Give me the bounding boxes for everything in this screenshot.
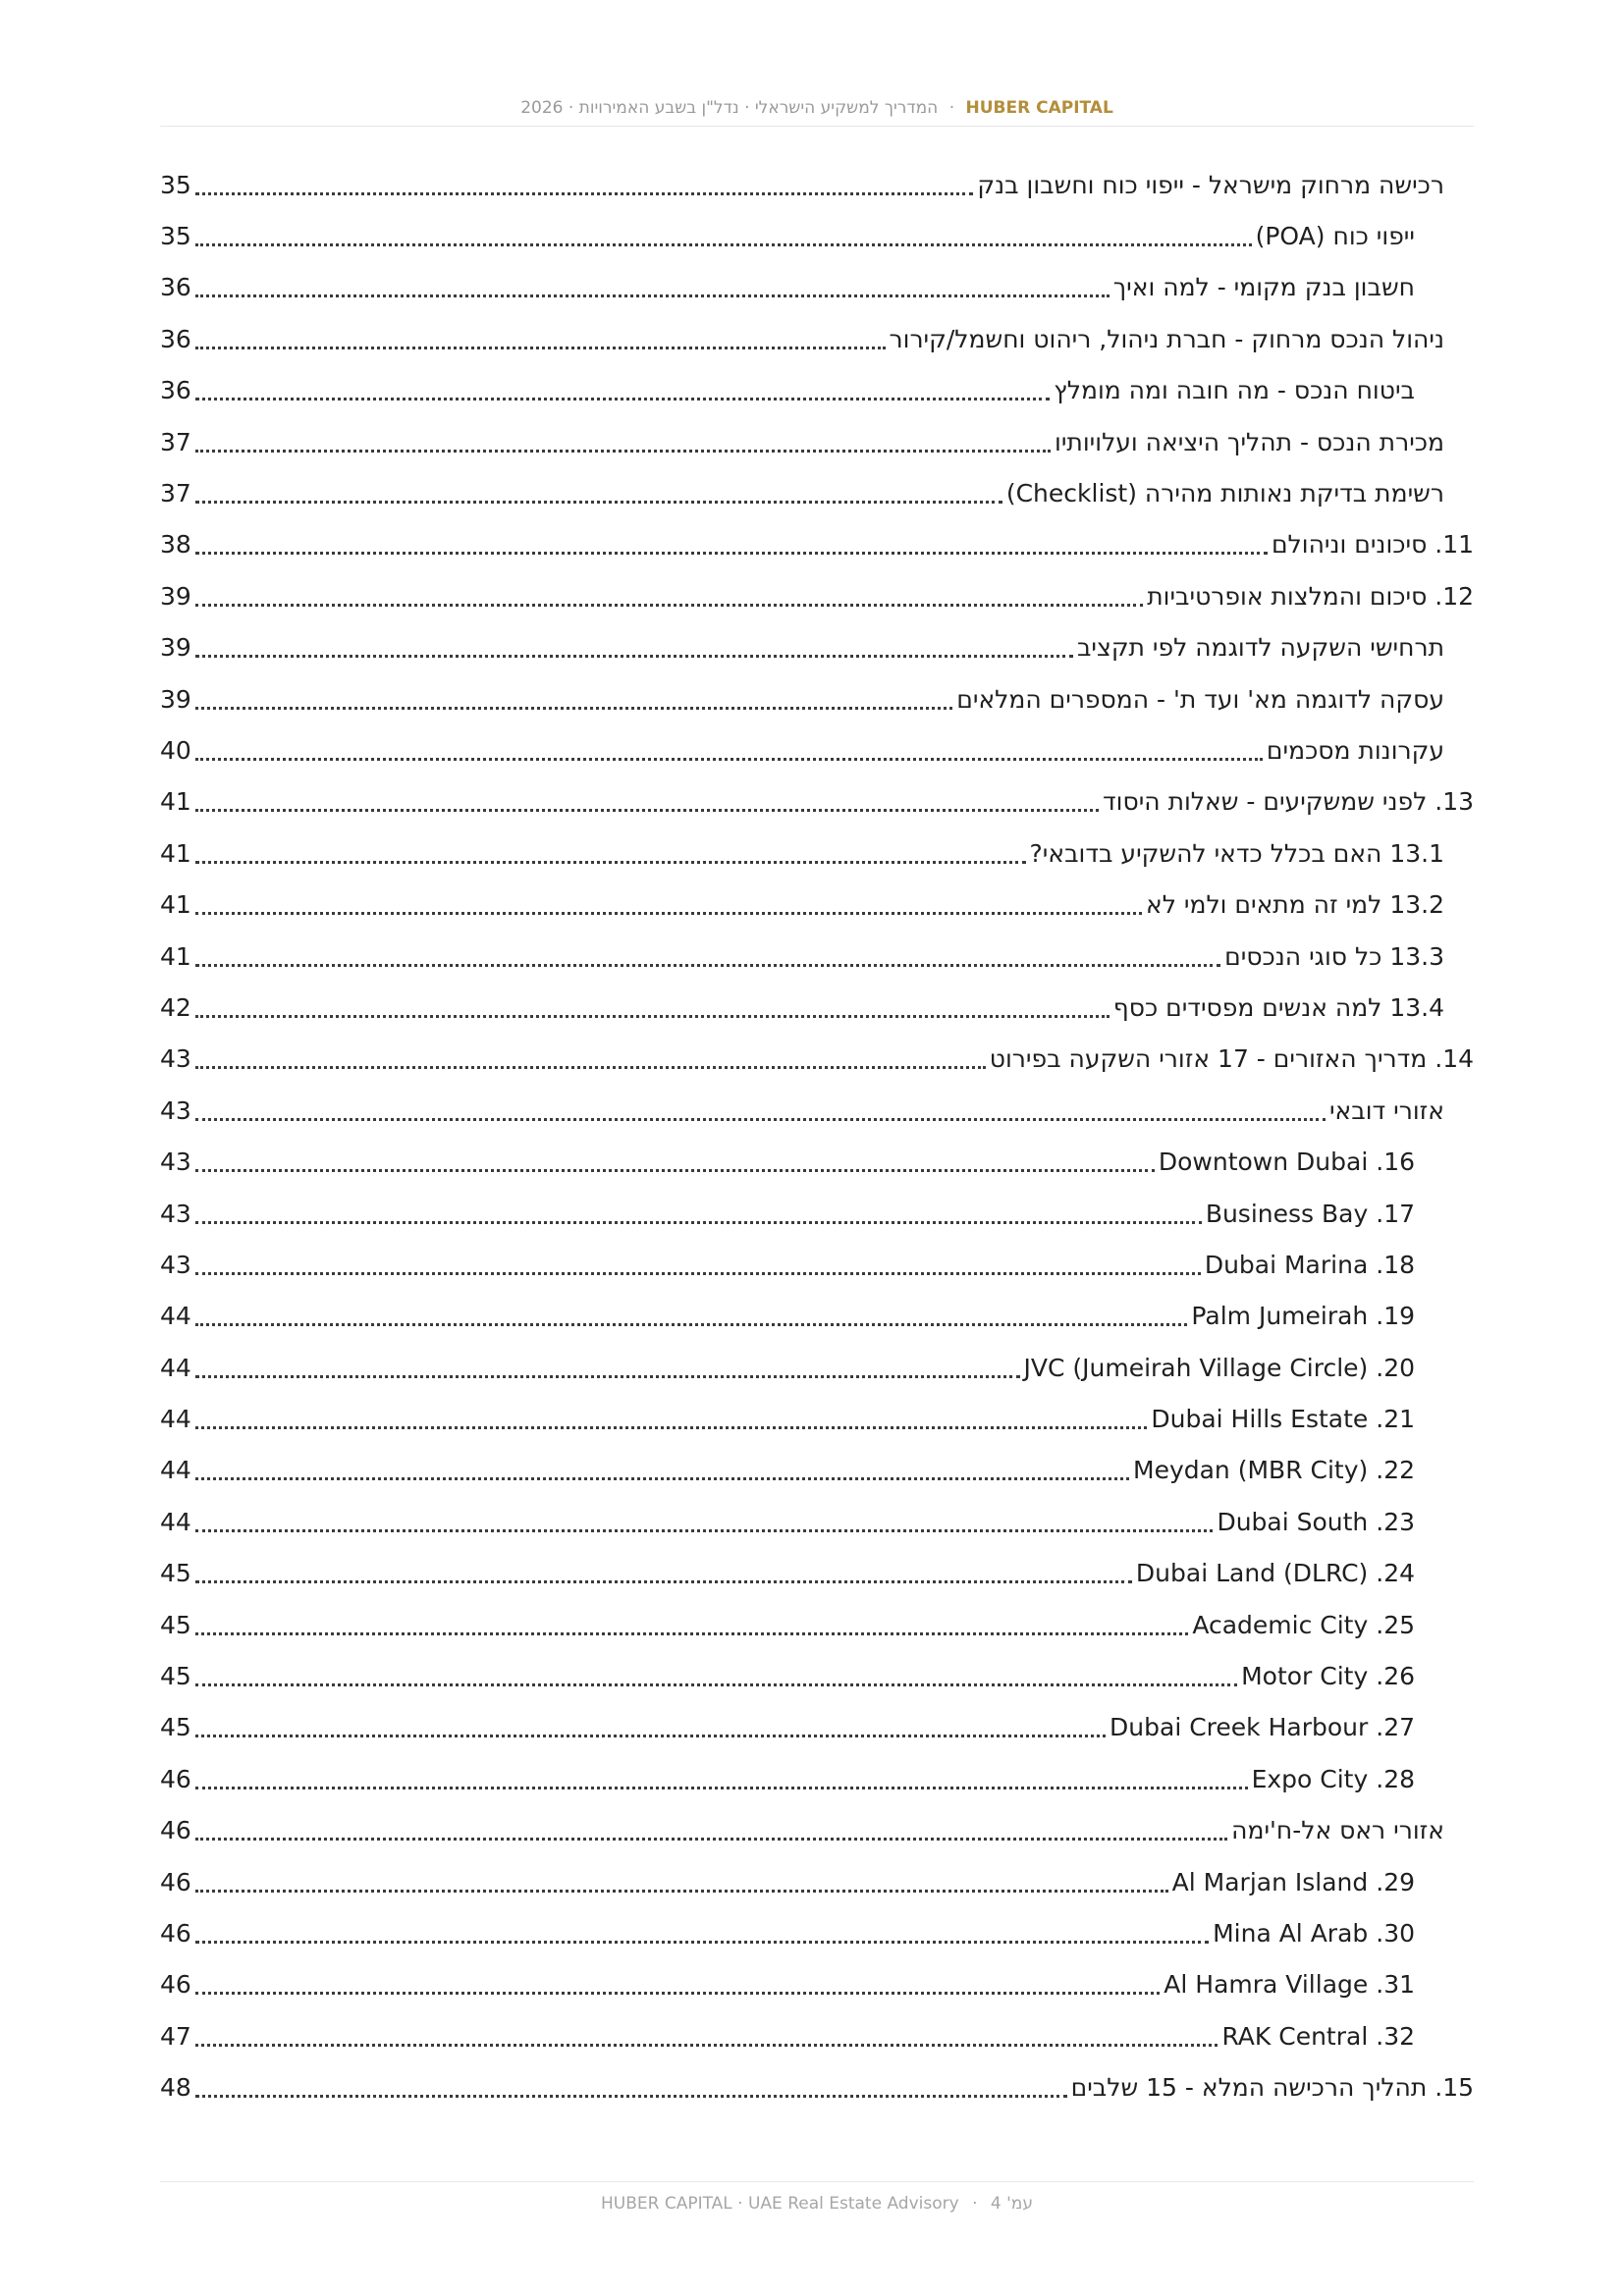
toc-entry-title: 31. Al Hamra Village	[1164, 1970, 1415, 2000]
toc-entry[interactable]	[160, 1753, 1474, 1804]
toc-entry-title: ייפוי כוח (POA)	[1255, 222, 1415, 251]
dot-leader	[195, 2044, 1218, 2047]
toc-page-number: 44	[160, 1405, 191, 1434]
toc-page-number: 37	[160, 479, 191, 508]
toc-page-number: 43	[160, 1199, 191, 1228]
toc-entry-title: רכישה מרחוק מישראל - ייפוי כוח וחשבון בנק	[977, 170, 1444, 199]
toc-entry-title: חשבון בנק מקומי - למה ואיך	[1112, 273, 1415, 302]
footer-divider	[160, 2181, 1474, 2182]
dot-leader	[195, 192, 973, 195]
toc-page-number: 43	[160, 1148, 191, 1177]
toc-entry[interactable]	[160, 1034, 1474, 1085]
toc-entry[interactable]	[160, 1393, 1474, 1444]
toc-entry-title: 22. Meydan (MBR City)	[1133, 1456, 1415, 1485]
toc-entry[interactable]	[160, 1291, 1474, 1342]
toc-entry-title: 29. Al Marjan Island	[1171, 1867, 1415, 1896]
toc-entry[interactable]	[160, 2061, 1474, 2112]
toc-entry[interactable]	[160, 622, 1474, 673]
toc-entry-title: 13.4 למה אנשים מפסידים כסף	[1112, 992, 1444, 1022]
dot-leader	[195, 501, 1002, 504]
toc-page-number: 41	[160, 890, 191, 920]
dot-leader	[195, 1890, 1168, 1893]
toc-entry[interactable]	[160, 931, 1474, 982]
toc-entry[interactable]	[160, 673, 1474, 724]
toc-page-number: 45	[160, 1662, 191, 1691]
dot-leader	[195, 707, 952, 710]
toc-page-number: 35	[160, 222, 191, 251]
toc-page-number: 40	[160, 735, 191, 765]
toc-page-number: 44	[160, 1507, 191, 1536]
dot-leader	[195, 1838, 1227, 1841]
dot-leader	[195, 604, 1143, 607]
dot-leader	[195, 1477, 1129, 1480]
dot-leader	[195, 1375, 1020, 1378]
toc-page-number: 46	[160, 1970, 191, 2000]
toc-entry-title: 13.1 האם בכלל כדאי להשקיע בדובאי?	[1029, 838, 1444, 868]
toc-entry[interactable]	[160, 1496, 1474, 1547]
toc-entry-title: 23. Dubai South	[1217, 1507, 1415, 1536]
toc-entry-title: אזורי ראס אל-ח'ימה	[1231, 1816, 1444, 1845]
toc-entry[interactable]	[160, 1599, 1474, 1650]
toc-entry-title: 14. מדריך האזורים - 17 אזורי השקעה בפירוט	[989, 1044, 1474, 1074]
toc-page-number: 36	[160, 376, 191, 405]
toc-entry-title: ביטוח הנכס - מה חובה ומה מומלץ	[1054, 376, 1415, 405]
dot-leader	[195, 1992, 1160, 1995]
toc-entry[interactable]	[160, 1188, 1474, 1239]
toc-entry[interactable]	[160, 982, 1474, 1033]
dot-leader	[195, 1118, 1326, 1121]
toc-page-number: 37	[160, 427, 191, 456]
toc-page-number: 39	[160, 633, 191, 663]
dot-leader	[195, 1580, 1132, 1583]
table-of-contents	[160, 159, 1474, 2113]
toc-entry-title: 13. לפני שמשקיעים - שאלות היסוד	[1103, 787, 1474, 817]
dot-leader	[195, 1066, 986, 1069]
toc-entry[interactable]	[160, 1856, 1474, 1907]
toc-entry[interactable]	[160, 1085, 1474, 1136]
footer-company: HUBER CAPITAL · UAE Real Estate Advisory	[601, 2194, 959, 2214]
toc-entry[interactable]	[160, 1342, 1474, 1393]
toc-entry[interactable]	[160, 879, 1474, 930]
toc-page-number: 47	[160, 2021, 191, 2051]
dot-leader	[195, 1683, 1237, 1686]
dot-leader	[195, 1529, 1213, 1532]
toc-page-number: 39	[160, 581, 191, 611]
toc-page-number: 43	[160, 1250, 191, 1279]
toc-entry[interactable]	[160, 1445, 1474, 1496]
toc-page-number: 41	[160, 941, 191, 971]
toc-entry-title: 21. Dubai Hills Estate	[1151, 1405, 1415, 1434]
toc-entry[interactable]	[160, 262, 1474, 313]
toc-entry[interactable]	[160, 1650, 1474, 1701]
toc-entry-title: 32. RAK Central	[1221, 2021, 1415, 2051]
dot-leader	[195, 758, 1263, 761]
toc-entry-title: 20. JVC (Jumeirah Village Circle)	[1023, 1353, 1415, 1382]
dot-leader	[195, 2095, 1067, 2098]
toc-entry[interactable]	[160, 313, 1474, 364]
toc-page-number: 35	[160, 170, 191, 199]
toc-page-number: 39	[160, 684, 191, 714]
toc-entry[interactable]	[160, 1702, 1474, 1753]
toc-entry-title: 30. Mina Al Arab	[1213, 1918, 1415, 1948]
toc-entry-title: 18. Dubai Marina	[1204, 1250, 1415, 1279]
toc-entry-title: 24. Dubai Land (DLRC)	[1135, 1559, 1415, 1588]
toc-entry[interactable]	[160, 2010, 1474, 2061]
document-subtitle: המדריך למשקיע הישראלי · נדל"ן בשבע האמירויות · 2026	[520, 98, 939, 118]
page-number: עמ' 4	[990, 2194, 1033, 2214]
dot-leader	[195, 1735, 1106, 1737]
toc-page-number: 45	[160, 1610, 191, 1639]
dot-leader	[195, 347, 886, 349]
toc-page-number: 36	[160, 273, 191, 302]
toc-entry[interactable]	[160, 776, 1474, 828]
toc-page-number: 41	[160, 787, 191, 817]
toc-entry-title: אזורי דובאי	[1328, 1095, 1444, 1125]
toc-entry[interactable]	[160, 1959, 1474, 2010]
toc-page-number: 44	[160, 1456, 191, 1485]
toc-page-number: 48	[160, 2073, 191, 2103]
dot-leader	[195, 1632, 1188, 1635]
toc-entry[interactable]	[160, 416, 1474, 467]
header-divider	[160, 126, 1474, 127]
toc-entry-title: 11. סיכונים וניהולם	[1271, 530, 1474, 560]
toc-entry[interactable]	[160, 467, 1474, 518]
toc-entry[interactable]	[160, 570, 1474, 621]
toc-page-number: 46	[160, 1867, 191, 1896]
toc-entry[interactable]	[160, 1805, 1474, 1856]
dot-leader	[195, 861, 1026, 864]
dot-leader	[195, 243, 1252, 246]
dot-leader	[195, 1221, 1202, 1224]
dot-leader	[195, 1015, 1110, 1018]
toc-entry-title: 13.2 למי זה מתאים ולמי לא	[1146, 890, 1444, 920]
toc-page-number: 41	[160, 838, 191, 868]
toc-entry-title: 28. Expo City	[1251, 1764, 1415, 1793]
toc-page-number: 44	[160, 1353, 191, 1382]
dot-leader	[195, 1323, 1187, 1326]
dot-leader	[195, 1941, 1209, 1944]
toc-page-number: 36	[160, 324, 191, 353]
toc-entry[interactable]	[160, 1136, 1474, 1187]
dot-leader	[195, 1787, 1248, 1789]
toc-entry-title: 27. Dubai Creek Harbour	[1110, 1713, 1415, 1742]
toc-entry[interactable]	[160, 1548, 1474, 1599]
dot-leader	[195, 552, 1268, 555]
toc-entry[interactable]	[160, 365, 1474, 416]
footer-separator: ·	[972, 2194, 978, 2214]
toc-entry-title: 19. Palm Jumeirah	[1191, 1302, 1415, 1331]
toc-entry[interactable]	[160, 1239, 1474, 1290]
toc-page-number: 43	[160, 1095, 191, 1125]
toc-entry-title: 17. Business Bay	[1205, 1199, 1415, 1228]
dot-leader	[195, 1426, 1147, 1429]
toc-entry-title: 13.3 כל סוגי הנכסים	[1224, 941, 1444, 971]
toc-entry-title: ניהול הנכס מרחוק - חברת ניהול, ריהוט וחשמל/קירור	[889, 324, 1444, 353]
toc-entry-title: עקרונות מסכמים	[1266, 735, 1444, 765]
dot-leader	[195, 655, 1073, 658]
dot-leader	[195, 964, 1220, 967]
dot-leader	[195, 398, 1050, 400]
toc-page-number: 44	[160, 1302, 191, 1331]
toc-page-number: 46	[160, 1918, 191, 1948]
header-separator: ·	[948, 98, 955, 118]
toc-entry[interactable]	[160, 519, 1474, 570]
toc-entry-title: 16. Downtown Dubai	[1158, 1148, 1415, 1177]
toc-entry[interactable]	[160, 724, 1474, 775]
dot-leader	[195, 912, 1142, 915]
page-header	[160, 98, 1474, 118]
toc-entry-title: 25. Academic City	[1192, 1610, 1415, 1639]
toc-entry[interactable]	[160, 1907, 1474, 1958]
dot-leader	[195, 1272, 1201, 1275]
dot-leader	[195, 450, 1051, 453]
page-footer	[160, 2194, 1474, 2214]
toc-entry-title: עסקה לדוגמה מא' ועד ת' - המספרים המלאים	[956, 684, 1444, 714]
toc-entry-title: 26. Motor City	[1241, 1662, 1415, 1691]
dot-leader	[195, 1169, 1155, 1172]
toc-entry-title: רשימת בדיקת נאותות מהירה (Checklist)	[1005, 479, 1444, 508]
dot-leader	[195, 294, 1110, 297]
toc-page-number: 45	[160, 1559, 191, 1588]
toc-entry[interactable]	[160, 159, 1474, 210]
dot-leader	[195, 809, 1099, 812]
toc-entry-title: תרחישי השקעה לדוגמה לפי תקציב	[1076, 633, 1444, 663]
toc-entry[interactable]	[160, 828, 1474, 879]
toc-page-number: 43	[160, 1044, 191, 1074]
toc-page-number: 45	[160, 1713, 191, 1742]
toc-entry-title: מכירת הנכס - תהליך היציאה ועלויותיו	[1055, 427, 1444, 456]
toc-page-number: 46	[160, 1816, 191, 1845]
toc-page-number: 42	[160, 992, 191, 1022]
toc-page-number: 38	[160, 530, 191, 560]
toc-entry[interactable]	[160, 210, 1474, 261]
toc-entry-title: 12. סיכום והמלצות אופרטיביות	[1147, 581, 1474, 611]
brand-name: HUBER CAPITAL	[965, 98, 1113, 118]
toc-entry-title: 15. תהליך הרכישה המלא - 15 שלבים	[1070, 2073, 1474, 2103]
toc-page-number: 46	[160, 1764, 191, 1793]
